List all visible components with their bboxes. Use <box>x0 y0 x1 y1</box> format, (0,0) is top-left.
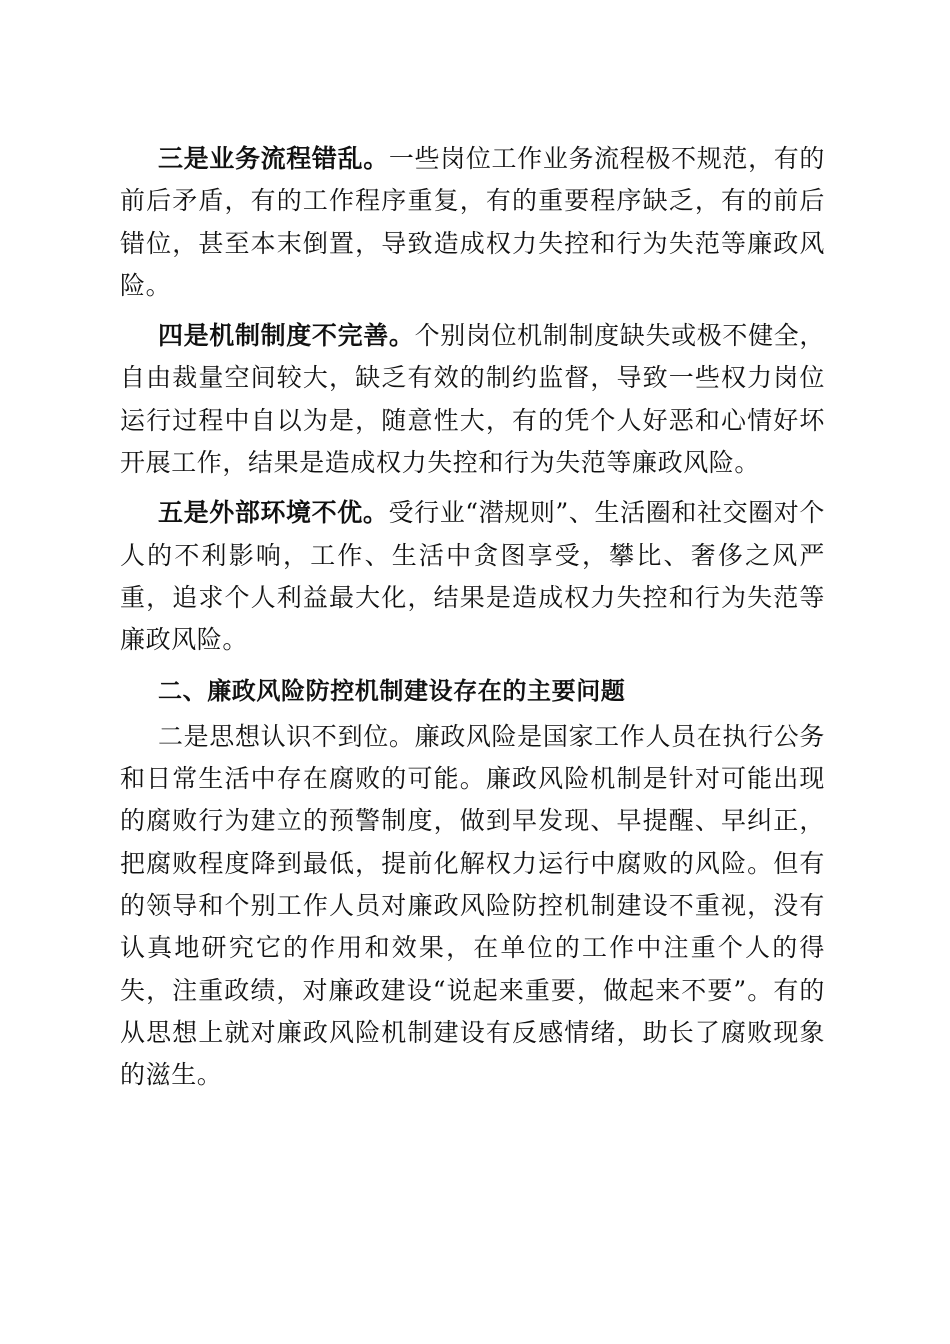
paragraph-business-process <box>120 138 825 307</box>
paragraph-body: 个别岗位机制制度缺失或极不健全，自由裁量空间较大，缺乏有效的制约监督，导致一些权力岗位运行过程中自以为是，随意性大，有的凭个人好恶和心情好坏开展工作，结果是造成权力失控和行为失范等廉政风险。 <box>120 321 825 478</box>
paragraph-ideological-awareness <box>120 716 825 1097</box>
paragraph-lead: 三是业务流程错乱。 <box>158 144 389 173</box>
paragraph-body: 一些岗位工作业务流程极不规范，有的前后矛盾，有的工作程序重复，有的重要程序缺乏，有的前后错位，甚至本末倒置，导致造成权力失控和行为失范等廉政风险。 <box>120 144 825 300</box>
paragraph-body: 廉政风险是国家工作人员在执行公务和日常生活中存在腐败的可能。廉政风险机制是针对可能出现的腐败行为建立的预警制度，做到早发现、早提醒、早纠正，把腐败程度降到最低，提前化解权力运行中腐败的风险。但有的领导和个别工作人员对廉政风险防控机制建设不重视，没有认真地研究它的作用和效果，在单位的工作中注重个人的得失，注重政绩，对廉政建设“说起来重要，做起来不要”。有的从思想上就对廉政风险机制建设有反感情绪，助长了腐败现象的滋生。 <box>120 721 825 1090</box>
paragraph-mechanism-system <box>120 315 825 484</box>
paragraph-lead: 四是机制制度不完善。 <box>158 321 415 351</box>
paragraph-body: 受行业“潜规则”、生活圈和社交圈对个人的不利影响，工作、生活中贪图享受，攀比、奢侈之风严重，追求个人利益最大化，结果是造成权力失控和行为失范等廉政风险。 <box>120 498 825 655</box>
document-page <box>120 138 825 1097</box>
paragraph-lead: 五是外部环境不优。 <box>158 498 389 528</box>
paragraph-lead: 二是思想认识不到位。 <box>158 721 415 751</box>
section-heading: 二、廉政风险防控机制建设存在的主要问题 <box>158 676 626 705</box>
paragraph-external-environment <box>120 492 825 661</box>
